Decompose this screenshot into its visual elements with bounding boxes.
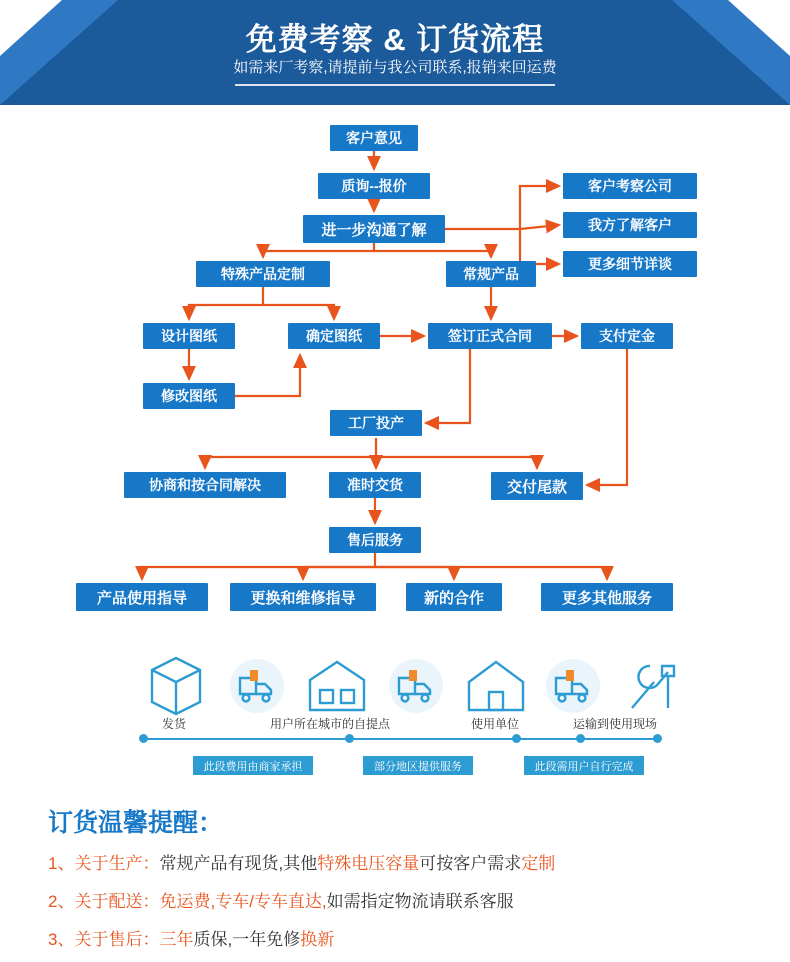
wrench-icon [632,666,674,708]
timeline-dot [653,734,662,743]
timeline-dot [576,734,585,743]
flow-node-n4[interactable]: 客户考察公司 [563,173,697,199]
timeline-dot [345,734,354,743]
flow-node-n21[interactable]: 新的合作 [406,583,502,611]
flow-node-n11[interactable]: 签订正式合同 [428,323,552,349]
header-title: 免费考察 & 订货流程 [245,22,545,57]
flow-node-n7[interactable]: 特殊产品定制 [196,261,330,287]
page-header [0,0,790,105]
note-label-3: 关于售后： [74,930,160,949]
note-text-1d: 定制 [521,854,556,873]
flow-node-n5[interactable]: 我方了解客户 [563,212,697,238]
flow-node-n18[interactable]: 售后服务 [329,527,421,553]
flow-node-n15[interactable]: 协商和按合同解决 [124,472,286,498]
delivery-caption-2: 使用单位 [470,717,520,731]
header-subtitle: 如需来厂考察,请提前与我公司联系,报销来回运费 [233,59,557,76]
timeline-segment-1: 部分地区提供服务 [363,756,473,775]
order-flowchart [0,105,790,625]
header-divider [235,84,555,86]
notes-title: 订货温馨提醒： [48,809,224,837]
flow-node-n1[interactable]: 客户意见 [330,125,418,151]
note-row-1 [48,849,555,874]
flow-node-n17[interactable]: 交付尾款 [491,472,583,500]
note-text-2a: 免运费,专车/专车直达, [159,892,327,911]
note-number-3: 3、 [48,930,75,949]
delivery-caption-1: 用户所在城市的自提点 [269,717,391,731]
order-notes [0,795,790,962]
note-text-3b: 质保,一年免修 [193,930,301,949]
note-text-1b: 特殊电压容量 [317,854,420,873]
note-row-3 [48,925,334,950]
flow-node-n13[interactable]: 修改图纸 [143,383,235,409]
note-row-2 [48,887,514,912]
flow-node-n2[interactable]: 质询--报价 [318,173,430,199]
delivery-caption-0: 发货 [161,717,187,731]
note-number-2: 2、 [48,892,75,911]
flow-node-n20[interactable]: 更换和维修指导 [230,583,376,611]
note-text-1c: 可按客户需求 [419,854,522,873]
flow-node-n3[interactable]: 进一步沟通了解 [303,215,445,243]
note-label-2: 关于配送： [74,892,160,911]
note-label-1: 关于生产： [74,854,160,873]
timeline-segment-2: 此段需用户自行完成 [524,756,644,775]
flow-node-n12[interactable]: 支付定金 [581,323,673,349]
timeline-dot [139,734,148,743]
note-text-3a: 三年 [159,930,194,949]
note-text-1a: 常规产品有现货,其他 [159,854,318,873]
note-text-2b: 如需指定物流请联系客服 [326,892,514,911]
flow-node-n6[interactable]: 更多细节详谈 [563,251,697,277]
warehouse-icon [310,662,364,710]
timeline-segment-0: 此段费用由商家承担 [193,756,313,775]
box-icon [152,658,200,714]
house-icon [469,662,523,710]
note-text-3c: 换新 [300,930,335,949]
flow-node-n22[interactable]: 更多其他服务 [541,583,673,611]
flow-node-n10[interactable]: 确定图纸 [288,323,380,349]
flow-node-n9[interactable]: 设计图纸 [143,323,235,349]
note-number-1: 1、 [48,854,75,873]
flow-node-n16[interactable]: 准时交货 [329,472,421,498]
flow-node-n14[interactable]: 工厂投产 [330,410,422,436]
flow-node-n19[interactable]: 产品使用指导 [76,583,208,611]
flow-node-n8[interactable]: 常规产品 [446,261,536,287]
timeline-dot [512,734,521,743]
delivery-icons [0,630,790,740]
delivery-caption-3: 运输到使用现场 [572,717,658,731]
